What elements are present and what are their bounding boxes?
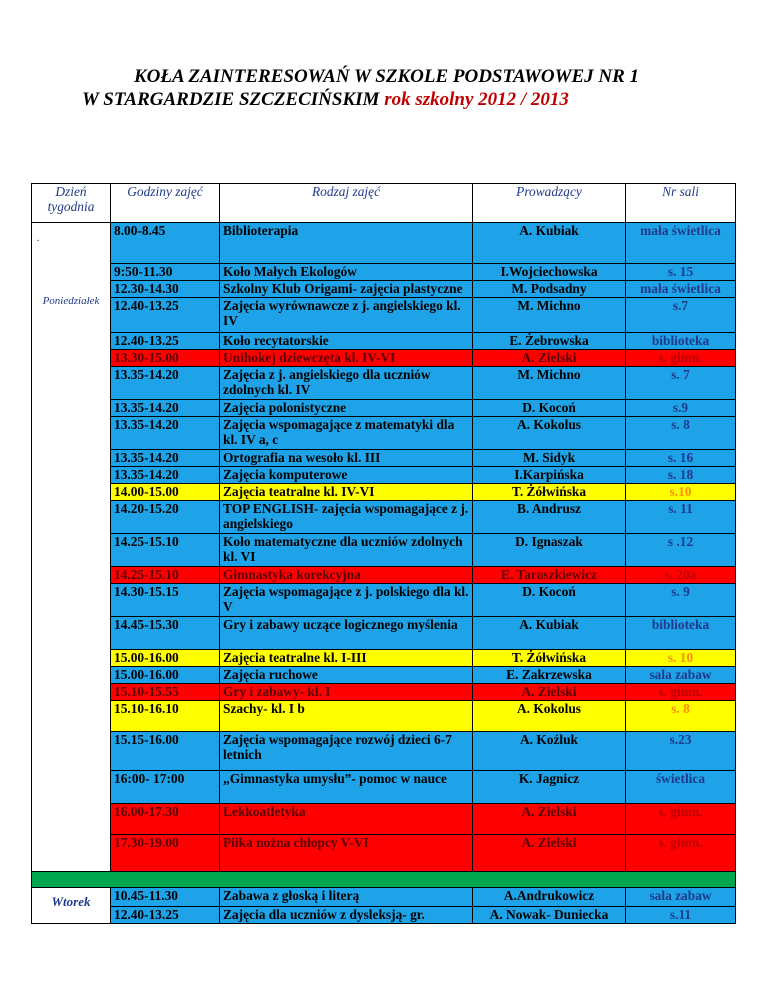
teacher-cell: A.Andrukowicz: [473, 888, 626, 907]
room-cell: s. 18: [626, 467, 736, 484]
teacher-cell: T. Żółwińska: [473, 484, 626, 501]
table-row: [32, 534, 736, 567]
teacher-cell: A. Kubiak: [473, 617, 626, 650]
hours-cell: 12.40-13.25: [111, 298, 220, 333]
hours-cell: 13.35-14.20: [111, 367, 220, 400]
room-cell: s. gimn.: [626, 684, 736, 701]
teacher-cell: D. Kocoń: [473, 400, 626, 417]
hours-cell: 13.35-14.20: [111, 450, 220, 467]
header-day: Dzień tygodnia: [32, 184, 111, 223]
room-cell: s. 9: [626, 584, 736, 617]
type-cell: Zajęcia wspomagające z matematyki dla kl. IV a, c: [220, 417, 473, 450]
type-cell: Zajęcia z j. angielskiego dla uczniów zdolnych kl. IV: [220, 367, 473, 400]
type-cell: Gimnastyka korekcyjna: [220, 567, 473, 584]
room-cell: s. 16: [626, 450, 736, 467]
table-row: [32, 467, 736, 484]
table-row: [32, 450, 736, 467]
hours-cell: 16.00-17.30: [111, 804, 220, 835]
table-row: [32, 771, 736, 804]
teacher-cell: D. Ignaszak: [473, 534, 626, 567]
tuesday-block: [32, 888, 736, 924]
table-row: [32, 400, 736, 417]
type-cell: Zajęcia wyrównawcze z j. angielskiego kl. IV: [220, 298, 473, 333]
table-row: [32, 501, 736, 534]
teacher-cell: A. Kokolus: [473, 417, 626, 450]
room-cell: s. gimn.: [626, 835, 736, 872]
teacher-cell: I.Karpińska: [473, 467, 626, 484]
hours-cell: 12.40-13.25: [111, 907, 220, 924]
table-row: [32, 907, 736, 924]
teacher-cell: M. Michno: [473, 298, 626, 333]
hours-cell: 13.30-15.00: [111, 350, 220, 367]
table-row: [32, 732, 736, 771]
table-row: [32, 888, 736, 907]
type-cell: Lekkoatletyka: [220, 804, 473, 835]
type-cell: Piłka nożna chłopcy V-VI: [220, 835, 473, 872]
type-cell: Koło matematyczne dla uczniów zdolnych kl. VI: [220, 534, 473, 567]
table-row: [32, 584, 736, 617]
room-cell: biblioteka: [626, 617, 736, 650]
type-cell: „Gimnastyka umysłu”- pomoc w nauce: [220, 771, 473, 804]
hours-cell: 15.10-16.10: [111, 701, 220, 732]
table-row: [32, 684, 736, 701]
teacher-cell: B. Andrusz: [473, 501, 626, 534]
room-cell: mała świetlica: [626, 281, 736, 298]
day-tuesday: Wtorek: [51, 894, 91, 909]
room-cell: s. 15: [626, 264, 736, 281]
hours-cell: 12.40-13.25: [111, 333, 220, 350]
type-cell: Zajęcia ruchowe: [220, 667, 473, 684]
teacher-cell: T. Żółwińska: [473, 650, 626, 667]
hours-cell: 14.25-15.10: [111, 534, 220, 567]
page-title-line2: [82, 89, 768, 111]
room-cell: s .12: [626, 534, 736, 567]
teacher-cell: M. Michno: [473, 367, 626, 400]
room-cell: s. 20a: [626, 567, 736, 584]
type-cell: Biblioterapia: [220, 223, 473, 264]
table-row: [32, 264, 736, 281]
teacher-cell: E. Zakrzewska: [473, 667, 626, 684]
type-cell: Zajęcia wspomagające z j. polskiego dla kl. V: [220, 584, 473, 617]
header-teacher: Prowadzący: [473, 184, 626, 223]
teacher-cell: A. Koźluk: [473, 732, 626, 771]
table-row: [32, 281, 736, 298]
header-row: [32, 184, 736, 223]
table-row: [32, 835, 736, 872]
type-cell: TOP ENGLISH- zajęcia wspomagające z j. angielskiego: [220, 501, 473, 534]
schedule-table: [31, 183, 736, 924]
type-cell: Zajęcia teatralne kl. IV-VI: [220, 484, 473, 501]
room-cell: s.23: [626, 732, 736, 771]
room-cell: s. 8: [626, 701, 736, 732]
room-cell: s. 10: [626, 650, 736, 667]
hours-cell: 14.30-15.15: [111, 584, 220, 617]
type-cell: Unihokej dziewczęta kl. IV-VI: [220, 350, 473, 367]
teacher-cell: E. Żebrowska: [473, 333, 626, 350]
table-row: [32, 350, 736, 367]
table-row: [32, 298, 736, 333]
teacher-cell: M. Podsadny: [473, 281, 626, 298]
header-type: Rodzaj zajęć: [220, 184, 473, 223]
teacher-cell: A. Zielski: [473, 804, 626, 835]
town-title: W STARGARDZIE SZCZECIŃSKIM: [82, 89, 380, 110]
type-cell: Zajęcia wspomagające rozwój dzieci 6-7 letnich: [220, 732, 473, 771]
page-title-line1: KOŁA ZAINTERESOWAŃ W SZKOLE PODSTAWOWEJ NR 1: [134, 66, 640, 87]
table-row: [32, 333, 736, 350]
hours-cell: 15.00-16.00: [111, 650, 220, 667]
day-dot: .: [37, 232, 40, 244]
hours-cell: 13.35-14.20: [111, 417, 220, 450]
teacher-cell: K. Jagnicz: [473, 771, 626, 804]
teacher-cell: A. Zielski: [473, 684, 626, 701]
hours-cell: 14.25-15.10: [111, 567, 220, 584]
teacher-cell: A. Kubiak: [473, 223, 626, 264]
room-cell: s. 11: [626, 501, 736, 534]
hours-cell: 9:50-11.30: [111, 264, 220, 281]
day-monday: Poniedziałek: [42, 295, 100, 308]
teacher-cell: E. Taraszkiewicz: [473, 567, 626, 584]
header-room: Nr sali: [626, 184, 736, 223]
table-row: [32, 701, 736, 732]
table-row: [32, 667, 736, 684]
table-row: [32, 650, 736, 667]
teacher-cell: M. Sidyk: [473, 450, 626, 467]
hours-cell: 16:00- 17:00: [111, 771, 220, 804]
teacher-cell: A. Kokolus: [473, 701, 626, 732]
hours-cell: 13.35-14.20: [111, 467, 220, 484]
hours-cell: 8.00-8.45: [111, 223, 220, 264]
room-cell: s.10: [626, 484, 736, 501]
table-row: [32, 484, 736, 501]
type-cell: Koło recytatorskie: [220, 333, 473, 350]
hours-cell: 15.10-15.55: [111, 684, 220, 701]
green-separator: [32, 872, 736, 888]
day-cell-tuesday: [32, 888, 111, 924]
hours-cell: 14.20-15.20: [111, 501, 220, 534]
type-cell: Ortografia na wesoło kl. III: [220, 450, 473, 467]
teacher-cell: I.Wojciechowska: [473, 264, 626, 281]
type-cell: Koło Małych Ekologów: [220, 264, 473, 281]
hours-cell: 10.45-11.30: [111, 888, 220, 907]
day-cell-monday: [32, 223, 111, 872]
table-row: [32, 367, 736, 400]
type-cell: Szachy- kl. I b: [220, 701, 473, 732]
table-row: [32, 804, 736, 835]
hours-cell: 13.35-14.20: [111, 400, 220, 417]
room-cell: mała świetlica: [626, 223, 736, 264]
room-cell: s.7: [626, 298, 736, 333]
room-cell: sala zabaw: [626, 888, 736, 907]
room-cell: s. 8: [626, 417, 736, 450]
type-cell: Zajęcia komputerowe: [220, 467, 473, 484]
hours-cell: 14.00-15.00: [111, 484, 220, 501]
teacher-cell: D. Kocoń: [473, 584, 626, 617]
type-cell: Zabawa z głoską i literą: [220, 888, 473, 907]
room-cell: s. gimn.: [626, 804, 736, 835]
room-cell: biblioteka: [626, 333, 736, 350]
teacher-cell: A. Zielski: [473, 350, 626, 367]
table-row: [32, 617, 736, 650]
type-cell: Zajęcia teatralne kl. I-III: [220, 650, 473, 667]
hours-cell: 14.45-15.30: [111, 617, 220, 650]
room-cell: s. gimn.: [626, 350, 736, 367]
room-cell: s. 7: [626, 367, 736, 400]
header-hours: Godziny zajęć: [111, 184, 220, 223]
hours-cell: 12.30-14.30: [111, 281, 220, 298]
type-cell: Gry i zabawy- kl. I: [220, 684, 473, 701]
room-cell: s.11: [626, 907, 736, 924]
separator-row: [32, 872, 736, 888]
teacher-cell: A. Nowak- Duniecka: [473, 907, 626, 924]
type-cell: Zajęcia dla uczniów z dysleksją- gr.: [220, 907, 473, 924]
hours-cell: 15.15-16.00: [111, 732, 220, 771]
table-row: [32, 417, 736, 450]
table-row: [32, 223, 736, 264]
hours-cell: 15.00-16.00: [111, 667, 220, 684]
monday-block: [32, 223, 736, 872]
room-cell: sala zabaw: [626, 667, 736, 684]
hours-cell: 17.30-19.00: [111, 835, 220, 872]
type-cell: Szkolny Klub Origami- zajęcia plastyczne: [220, 281, 473, 298]
school-year: rok szkolny 2012 / 2013: [384, 89, 569, 110]
room-cell: świetlica: [626, 771, 736, 804]
type-cell: Gry i zabawy uczące logicznego myślenia: [220, 617, 473, 650]
room-cell: s.9: [626, 400, 736, 417]
table-row: [32, 567, 736, 584]
teacher-cell: A. Zielski: [473, 835, 626, 872]
type-cell: Zajęcia polonistyczne: [220, 400, 473, 417]
